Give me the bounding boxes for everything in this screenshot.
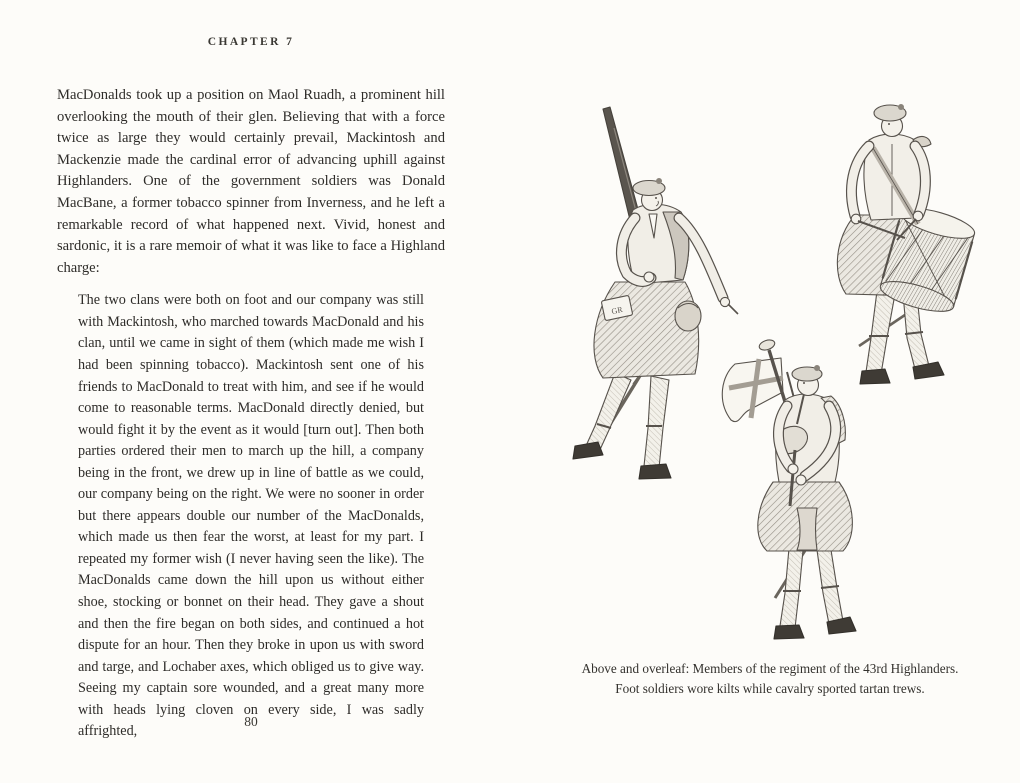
piper-figure: [722, 338, 856, 639]
caption-line-1: Above and overleaf: Members of the regiment of the 43rd Highlanders.: [581, 661, 959, 676]
drummer-figure: [837, 104, 977, 384]
running-head: CHAPTER 7: [207, 36, 295, 48]
body-paragraph: MacDonalds took up a position on Maol Ruadh, a prominent hill overlooking the mouth of their glen. Believing that with a force twice as large they would certainly prevail, Mackintosh and Mackenzie made the cardinal error of advancing uphill against Highlanders. One of the government soldiers was Donald MacBane, a former tobacco spinner from Inverness, and he left a remarkable record of what happened next. Vivid, honest and sardonic, it is a rare memoir of what it was like to face a Highland charge:: [57, 87, 445, 276]
musketeer-figure: [573, 107, 738, 479]
caption-line-2: Foot soldiers wore kilts while cavalry sported tartan trews.: [615, 680, 925, 696]
left-page: [57, 0, 445, 743]
svg-text:GR: GR: [610, 304, 624, 317]
illustration-caption: [545, 659, 995, 698]
right-page-illustration: [545, 88, 995, 658]
highlanders-engraving: [545, 88, 995, 658]
page-number: 80: [244, 714, 258, 729]
block-quote: The two clans were both on foot and our company was still with Mackintosh, who marched towards MacDonald and his clan, until we came in sight of them (which made me wish I had been spinning tobacco). Mackintosh sent one of his friends to MacDonald to treat with him, and see if he would come to reasonable terms. MacDonald directly denied, but would fight it by the event as it would [turn out]. Then both parties ordered their men to march up the hill, a company being in the front, we drew up in line of battle as we could, our company being on the right. We were no sooner in order but there appears double our number of the MacDonalds, which made us then fear the worst, at least for my part. I repeated my former wish (I never having seen the like). The MacDonalds came down the hill upon us without either shoe, stocking or bonnet on their head. They gave a shout and then the fire began on both sides, and continued a hot dispute for an hour. Then they broke in upon us with sword and targe, and Lochaber axes, which obliged us to give way. Seeing my captain sore wounded, and a great many more with heads lying cloven on every side, I was sadly affrighted,: [78, 292, 424, 740]
